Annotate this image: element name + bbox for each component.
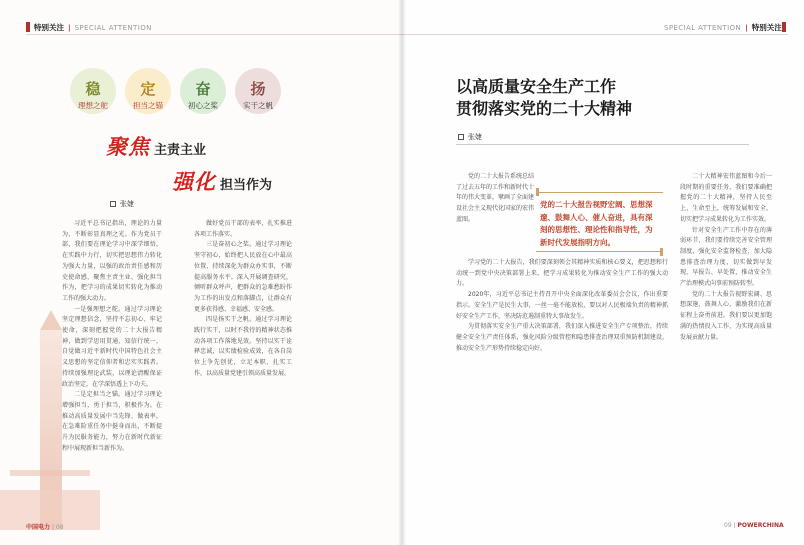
author-box-icon — [458, 134, 464, 140]
left-column-2 — [194, 219, 292, 380]
title-line-1 — [106, 131, 206, 161]
paragraph: 四是扬实干之帆。通过学习理论践行实干，以时不我待的精神状态推动各项工作落地见效。坚持以实干诠释忠诚，以实绩检验成效，在各自岗位上争先创优，立足本职、扎实工作，以高质量党建引领高质量发展。 — [194, 316, 292, 377]
paragraph: 三是奋初心之桨。通过学习理论坚守初心，始终把人民放在心中最高位置，持续深化为群众办实事，不断提高服务水平。深入开展调查研究，倾听群众呼声，把群众的急难愁盼作为工作的出发点和落脚点，让群众有更多获得感、幸福感、安全感。 — [194, 241, 292, 313]
section-label: 特别关注 — [751, 23, 782, 32]
paragraph: 党的二十大报告视野宏阔、思想深邃、鼓舞人心，激励我们在新征程上奋勇前进。我们要以更加饱满的热情投入工作，为实现高质量发展贡献力量。 — [680, 290, 772, 341]
paragraph: 学习党的二十大报告，我们要深刻领会其精神实质和核心要义，把思想和行动统一到党中央决策部署上来，把学习成果转化为推动安全生产工作的强大动力。 — [456, 259, 668, 288]
page-number: 08 — [55, 524, 64, 531]
section-label-en: SPECIAL ATTENTION — [664, 23, 742, 32]
right-header — [664, 22, 782, 33]
paragraph: 党的二十大报告系统总结了过去五年的工作和新时代十年的伟大变革，擘画了全面建设社会主义现代化国家的宏伟蓝图。 — [456, 173, 535, 223]
header-rule — [26, 34, 402, 35]
title-line: 贯彻落实党的二十大精神 — [456, 99, 633, 118]
circle-caption: 担当之锚 — [133, 101, 163, 110]
circle-group — [180, 68, 226, 111]
circle-sail: 扬 — [235, 68, 281, 114]
article-title — [456, 76, 632, 120]
circle-group — [125, 68, 171, 111]
magazine-name: 中国电力 — [26, 524, 51, 531]
page-number: 09 — [724, 522, 732, 529]
circle-caption: 初心之桨 — [188, 101, 218, 110]
header-separator: | — [745, 23, 748, 32]
author-name: 张婕 — [120, 200, 134, 208]
author — [458, 132, 482, 142]
quote-corner — [660, 248, 663, 256]
footer-separator: | — [51, 524, 56, 531]
circle-strive: 奋 — [180, 68, 226, 114]
title-rule — [456, 144, 749, 145]
title-rest: 主责主业 — [154, 143, 207, 158]
title-line: 以高质量安全生产工作 — [456, 77, 617, 96]
section-label: 特别关注 — [34, 23, 64, 32]
left-column-1 — [62, 219, 162, 454]
left-header — [34, 22, 152, 33]
pull-quote — [536, 192, 663, 252]
title-line-2 — [172, 166, 272, 196]
circle-caption: 理想之舵 — [78, 101, 108, 110]
header-separator: | — [68, 23, 71, 32]
paragraph: 做好党员干部的表率，扎实推进各项工作落实。 — [194, 220, 292, 238]
paragraph: 为贯彻落实安全生产重大决策部署，我们深入推进安全生产专项整治，持续健全安全生产责任体系，强化风险分级管控和隐患排查治理双重预防机制建设，推动安全生产形势持续稳定向好。 — [456, 323, 668, 352]
book-spine-shadow — [398, 0, 406, 545]
paragraph: 习近平总书记指出，理论的力量为，不断彰显真理之光。作为党员干部，我们要在理论学习中深学细悟，在实践中力行，切实把思想伟力转化为强大力量，以强的政治责任感和历史使命感，聚焦主责主业、强化担当作为，把学习的成果切实转化为推动工作的强大动力。 — [62, 220, 162, 302]
circle-group — [235, 68, 281, 111]
paragraph: 一是强理想之舵。通过学习理论坚定理想信念，坚持不忘初心、牢记使命，深刻把握党的二十大报告精神，做到学思用贯通、知信行统一，自觉做习近平新时代中国特色社会主义思想的坚定信仰者和忠实实践者。持续加强理论武装，以理论清醒保证政治坚定，在学深悟透上下功夫。 — [62, 305, 162, 388]
right-column-1a — [456, 172, 534, 226]
right-column-1b — [456, 258, 668, 354]
circle-group — [70, 68, 116, 111]
paragraph: 2020年，习近平总书记主持召开中央全面深化改革委员会会议，作出重要指示。安全生产是民生大事，一丝一毫不能放松，要以对人民极端负责的精神抓好安全生产工作，坚决防范遏制重特大事故发生。 — [456, 291, 668, 320]
header-accent-bar — [782, 22, 786, 32]
right-footer — [724, 522, 784, 529]
header-rule — [402, 34, 788, 35]
circle-steady: 稳 — [70, 68, 116, 114]
title-rest: 担当作为 — [220, 178, 273, 193]
right-page — [402, 0, 804, 545]
left-footer — [26, 522, 64, 531]
author — [110, 199, 134, 209]
paragraph: 针对安全生产工作中存在的薄弱环节，我们要持续完善安全管理制度，强化安全监督检查，加大隐患排查治理力度，切实做到早发现、早报告、早处置，推动安全生产治理模式向事前预防转型。 — [680, 226, 772, 288]
author-box-icon — [110, 201, 116, 207]
title-highlight: 强化 — [172, 170, 216, 194]
magazine-name: POWERCHINA — [737, 522, 784, 529]
right-column-2 — [680, 172, 772, 343]
section-label-en: SPECIAL ATTENTION — [74, 23, 152, 32]
header-accent-bar — [26, 22, 30, 32]
title-highlight: 聚焦 — [106, 135, 150, 159]
footer-separator: | — [733, 522, 738, 529]
paragraph: 二十大精神宏伟蓝图和今后一段时期的重要任务，我们要准确把握党的二十大精神，坚持人民至上、生命至上，统筹发展和安全，切实把学习成果转化为工作实效。 — [680, 173, 772, 223]
quote-corner — [536, 188, 539, 196]
circle-anchor: 定 — [125, 68, 171, 114]
author-name: 张婕 — [468, 133, 482, 141]
pull-quote-text: 党的二十大报告视野宏阔、思想深邃、鼓舞人心、催人奋进，具有深刻的思想性、理论性和指导性，为新时代发展指明方向。 — [540, 200, 653, 247]
paragraph: 二是定担当之锚。通过学习理论增强担当，勇于担当，积极作为。在推动高质量发展中当先锋、做表率，在急难险重任务中挺身而出，不断提升为民服务能力，努力在新时代新征程中展现新担当新作为。 — [62, 391, 162, 452]
circle-caption: 实干之帆 — [243, 101, 273, 110]
value-circles — [70, 68, 281, 111]
